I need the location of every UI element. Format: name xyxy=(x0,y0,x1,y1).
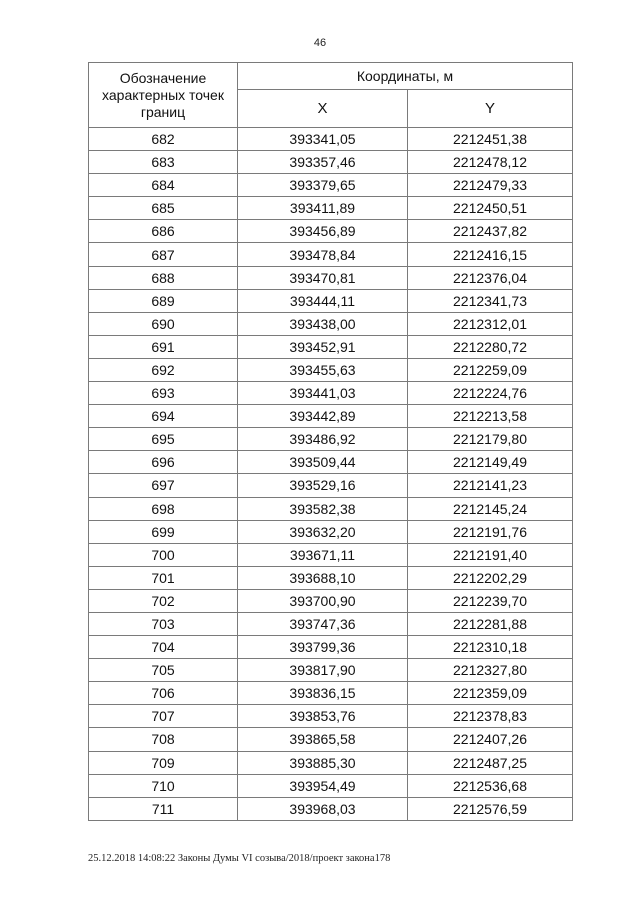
y-coordinate-cell: 2212450,51 xyxy=(408,197,573,220)
x-coordinate-cell: 393444,11 xyxy=(238,289,408,312)
point-cell: 700 xyxy=(89,543,238,566)
x-coordinate-cell: 393379,65 xyxy=(238,174,408,197)
point-cell: 707 xyxy=(89,705,238,728)
point-cell: 696 xyxy=(89,451,238,474)
table-row xyxy=(89,266,573,289)
x-coordinate-cell: 393968,03 xyxy=(238,797,408,820)
point-cell: 684 xyxy=(89,174,238,197)
table-row xyxy=(89,197,573,220)
table-row xyxy=(89,335,573,358)
x-coordinate-cell: 393486,92 xyxy=(238,428,408,451)
table-row xyxy=(89,612,573,635)
y-coordinate-cell: 2212202,29 xyxy=(408,566,573,589)
x-coordinate-cell: 393455,63 xyxy=(238,358,408,381)
table-row xyxy=(89,312,573,335)
point-cell: 687 xyxy=(89,243,238,266)
point-cell: 706 xyxy=(89,682,238,705)
point-cell: 703 xyxy=(89,612,238,635)
point-cell: 688 xyxy=(89,266,238,289)
table-row xyxy=(89,128,573,151)
y-column-header: Y xyxy=(408,89,573,127)
table-row xyxy=(89,589,573,612)
y-coordinate-cell: 2212327,80 xyxy=(408,659,573,682)
y-coordinate-cell: 2212239,70 xyxy=(408,589,573,612)
x-coordinate-cell: 393853,76 xyxy=(238,705,408,728)
point-cell: 682 xyxy=(89,128,238,151)
table-row xyxy=(89,151,573,174)
y-coordinate-cell: 2212437,82 xyxy=(408,220,573,243)
x-coordinate-cell: 393747,36 xyxy=(238,612,408,635)
table-row xyxy=(89,358,573,381)
x-coordinate-cell: 393478,84 xyxy=(238,243,408,266)
table-row xyxy=(89,774,573,797)
y-coordinate-cell: 2212281,88 xyxy=(408,612,573,635)
point-cell: 690 xyxy=(89,312,238,335)
x-coordinate-cell: 393411,89 xyxy=(238,197,408,220)
table-row xyxy=(89,705,573,728)
x-coordinate-cell: 393954,49 xyxy=(238,774,408,797)
x-coordinate-cell: 393582,38 xyxy=(238,497,408,520)
point-cell: 701 xyxy=(89,566,238,589)
x-coordinate-cell: 393671,11 xyxy=(238,543,408,566)
x-coordinate-cell: 393799,36 xyxy=(238,636,408,659)
point-cell: 695 xyxy=(89,428,238,451)
x-coordinate-cell: 393700,90 xyxy=(238,589,408,612)
table-row xyxy=(89,682,573,705)
y-coordinate-cell: 2212487,25 xyxy=(408,751,573,774)
y-coordinate-cell: 2212312,01 xyxy=(408,312,573,335)
table-header xyxy=(89,63,573,128)
table-row xyxy=(89,405,573,428)
page-number: 46 xyxy=(313,37,327,49)
y-coordinate-cell: 2212310,18 xyxy=(408,636,573,659)
x-coordinate-cell: 393441,03 xyxy=(238,382,408,405)
table-row xyxy=(89,728,573,751)
point-cell: 692 xyxy=(89,358,238,381)
y-coordinate-cell: 2212478,12 xyxy=(408,151,573,174)
x-coordinate-cell: 393442,89 xyxy=(238,405,408,428)
y-coordinate-cell: 2212536,68 xyxy=(408,774,573,797)
y-coordinate-cell: 2212280,72 xyxy=(408,335,573,358)
x-coordinate-cell: 393688,10 xyxy=(238,566,408,589)
y-coordinate-cell: 2212179,80 xyxy=(408,428,573,451)
point-designation-header: Обозначение характерных точек границ xyxy=(89,63,238,128)
y-coordinate-cell: 2212378,83 xyxy=(408,705,573,728)
table-row xyxy=(89,636,573,659)
point-cell: 702 xyxy=(89,589,238,612)
x-column-header: X xyxy=(238,89,408,127)
x-coordinate-cell: 393509,44 xyxy=(238,451,408,474)
y-coordinate-cell: 2212341,73 xyxy=(408,289,573,312)
point-cell: 708 xyxy=(89,728,238,751)
y-coordinate-cell: 2212451,38 xyxy=(408,128,573,151)
x-coordinate-cell: 393470,81 xyxy=(238,266,408,289)
table-row xyxy=(89,474,573,497)
point-cell: 693 xyxy=(89,382,238,405)
table-body xyxy=(89,128,573,821)
y-coordinate-cell: 2212359,09 xyxy=(408,682,573,705)
y-coordinate-cell: 2212407,26 xyxy=(408,728,573,751)
y-coordinate-cell: 2212376,04 xyxy=(408,266,573,289)
table-row xyxy=(89,289,573,312)
y-coordinate-cell: 2212191,40 xyxy=(408,543,573,566)
y-coordinate-cell: 2212213,58 xyxy=(408,405,573,428)
table-row xyxy=(89,174,573,197)
point-cell: 683 xyxy=(89,151,238,174)
coordinates-table xyxy=(88,62,573,821)
y-coordinate-cell: 2212479,33 xyxy=(408,174,573,197)
point-cell: 709 xyxy=(89,751,238,774)
y-coordinate-cell: 2212145,24 xyxy=(408,497,573,520)
point-cell: 705 xyxy=(89,659,238,682)
table-row xyxy=(89,451,573,474)
x-coordinate-cell: 393452,91 xyxy=(238,335,408,358)
table-row xyxy=(89,797,573,820)
point-cell: 710 xyxy=(89,774,238,797)
table-row xyxy=(89,659,573,682)
table-row xyxy=(89,520,573,543)
table-row xyxy=(89,243,573,266)
table-row xyxy=(89,566,573,589)
x-coordinate-cell: 393632,20 xyxy=(238,520,408,543)
x-coordinate-cell: 393865,58 xyxy=(238,728,408,751)
table-row xyxy=(89,220,573,243)
y-coordinate-cell: 2212416,15 xyxy=(408,243,573,266)
y-coordinate-cell: 2212224,76 xyxy=(408,382,573,405)
table-row xyxy=(89,497,573,520)
point-cell: 698 xyxy=(89,497,238,520)
x-coordinate-cell: 393836,15 xyxy=(238,682,408,705)
point-cell: 711 xyxy=(89,797,238,820)
point-cell: 694 xyxy=(89,405,238,428)
point-cell: 697 xyxy=(89,474,238,497)
point-cell: 686 xyxy=(89,220,238,243)
y-coordinate-cell: 2212259,09 xyxy=(408,358,573,381)
table-row xyxy=(89,751,573,774)
point-cell: 704 xyxy=(89,636,238,659)
table-row xyxy=(89,382,573,405)
x-coordinate-cell: 393817,90 xyxy=(238,659,408,682)
y-coordinate-cell: 2212576,59 xyxy=(408,797,573,820)
x-coordinate-cell: 393885,30 xyxy=(238,751,408,774)
x-coordinate-cell: 393456,89 xyxy=(238,220,408,243)
y-coordinate-cell: 2212149,49 xyxy=(408,451,573,474)
point-cell: 689 xyxy=(89,289,238,312)
x-coordinate-cell: 393341,05 xyxy=(238,128,408,151)
y-coordinate-cell: 2212191,76 xyxy=(408,520,573,543)
point-cell: 691 xyxy=(89,335,238,358)
x-coordinate-cell: 393438,00 xyxy=(238,312,408,335)
coordinates-header: Координаты, м xyxy=(238,63,573,90)
y-coordinate-cell: 2212141,23 xyxy=(408,474,573,497)
table-row xyxy=(89,543,573,566)
point-cell: 699 xyxy=(89,520,238,543)
table-row xyxy=(89,428,573,451)
document-footer: 25.12.2018 14:08:22 Законы Думы VI созыва/2018/проект закона178 xyxy=(88,853,391,864)
x-coordinate-cell: 393529,16 xyxy=(238,474,408,497)
point-cell: 685 xyxy=(89,197,238,220)
x-coordinate-cell: 393357,46 xyxy=(238,151,408,174)
